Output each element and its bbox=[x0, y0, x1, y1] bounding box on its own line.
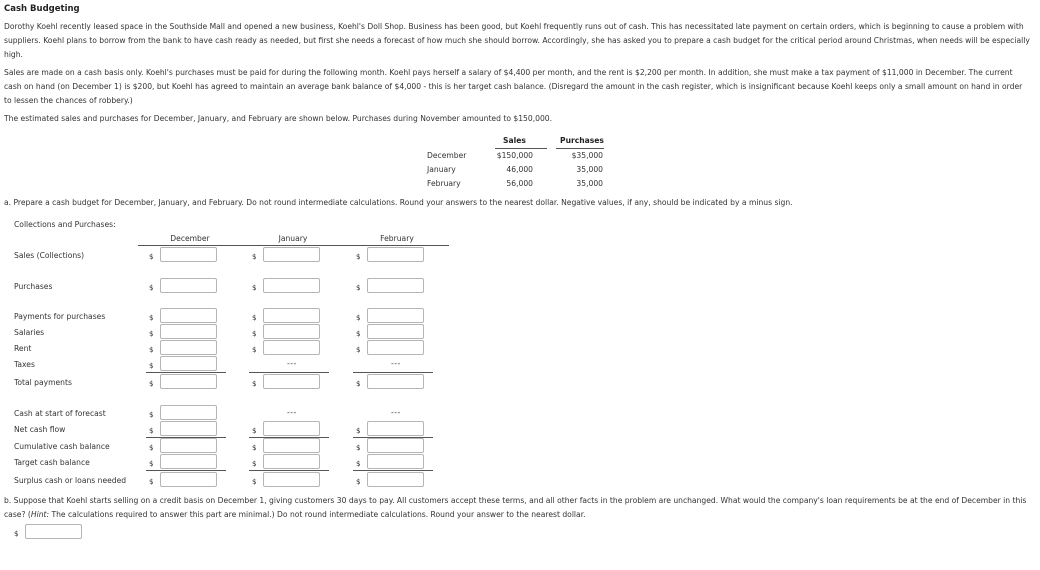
december-net-input[interactable] bbox=[160, 421, 217, 436]
january-total-input[interactable] bbox=[263, 374, 320, 389]
row-label-surplus: Surplus cash or loans needed bbox=[14, 476, 127, 485]
january-cash-start-dash: --- bbox=[287, 408, 297, 417]
dollar-sign: $ bbox=[356, 443, 361, 452]
february-cash-start-dash: --- bbox=[391, 408, 401, 417]
february-salaries-input[interactable] bbox=[367, 324, 424, 339]
sum-line bbox=[353, 372, 433, 373]
december-target-input[interactable] bbox=[160, 454, 217, 469]
january-net-input[interactable] bbox=[263, 421, 320, 436]
february-purchases-input[interactable] bbox=[367, 278, 424, 293]
loan-requirement-input[interactable] bbox=[25, 524, 82, 539]
row-label-target: Target cash balance bbox=[14, 458, 90, 467]
dollar-sign: $ bbox=[149, 459, 154, 468]
estimates-paragraph: The estimated sales and purchases for December, January, and February are shown below. Purchases during November amounted to $150,000. bbox=[4, 114, 553, 123]
row-label-salaries: Salaries bbox=[14, 328, 45, 337]
dollar-sign: $ bbox=[149, 426, 154, 435]
sum-line bbox=[249, 372, 329, 373]
january-sales-input[interactable] bbox=[263, 247, 320, 262]
dollar-sign: $ bbox=[149, 361, 154, 370]
dollar-sign: $ bbox=[252, 443, 257, 452]
february-surplus-input[interactable] bbox=[367, 472, 424, 487]
december-sales-input[interactable] bbox=[160, 247, 217, 262]
sales-header-underline bbox=[495, 148, 547, 149]
purchases-header-underline bbox=[556, 148, 604, 149]
dollar-sign: $ bbox=[356, 329, 361, 338]
intro-paragraph: Dorothy Koehl recently leased space in the Southside Mall and opened a new business, Koehl's Doll Shop. Business has been good, but Koehl frequently runs out of cash. This has necessitated late payment on certain orders, which is beginning to cause a problem with suppliers. Koehl plans to borrow from the bank to have cash ready as needed, but first she needs a forecast of how much she should borrow. Accordingly, she has asked you to prepare a cash budget for the critical period around Christmas, when needs will be especially high. bbox=[4, 22, 1030, 59]
december-cash-start-input[interactable] bbox=[160, 405, 217, 420]
row-label-purchases: Purchases bbox=[14, 282, 53, 291]
sum-line bbox=[146, 372, 226, 373]
dollar-sign: $ bbox=[356, 283, 361, 292]
question-b bbox=[4, 494, 1032, 522]
february-taxes-dash: --- bbox=[391, 359, 401, 368]
given-sales-value: 46,000 bbox=[506, 165, 533, 174]
dollar-sign: $ bbox=[252, 345, 257, 354]
january-target-input[interactable] bbox=[263, 454, 320, 469]
january-rent-input[interactable] bbox=[263, 340, 320, 355]
dollar-sign: $ bbox=[252, 283, 257, 292]
given-month: January bbox=[427, 165, 456, 174]
december-total-input[interactable] bbox=[160, 374, 217, 389]
collections-purchases-subheading: Collections and Purchases: bbox=[14, 220, 116, 229]
question-b-hint-label: Hint: bbox=[30, 510, 50, 519]
column-header-february: February bbox=[380, 234, 414, 243]
january-surplus-input[interactable] bbox=[263, 472, 320, 487]
purchases-header: Purchases bbox=[560, 136, 604, 145]
row-label-payments: Payments for purchases bbox=[14, 312, 106, 321]
dollar-sign: $ bbox=[149, 345, 154, 354]
february-rent-input[interactable] bbox=[367, 340, 424, 355]
december-cumulative-input[interactable] bbox=[160, 438, 217, 453]
dollar-sign: $ bbox=[149, 379, 154, 388]
february-cumulative-input[interactable] bbox=[367, 438, 424, 453]
january-payments-input[interactable] bbox=[263, 308, 320, 323]
dollar-sign: $ bbox=[252, 477, 257, 486]
dollar-sign: $ bbox=[356, 426, 361, 435]
row-label-cumulative: Cumulative cash balance bbox=[14, 442, 110, 451]
december-salaries-input[interactable] bbox=[160, 324, 217, 339]
january-cumulative-input[interactable] bbox=[263, 438, 320, 453]
dollar-sign: $ bbox=[356, 313, 361, 322]
dollar-sign: $ bbox=[149, 313, 154, 322]
dollar-sign: $ bbox=[149, 477, 154, 486]
dollar-sign: $ bbox=[149, 252, 154, 261]
dollar-sign: $ bbox=[149, 329, 154, 338]
row-label-net-cash-flow: Net cash flow bbox=[14, 425, 66, 434]
question-a: a. Prepare a cash budget for December, January, and February. Do not round intermediate calculations. Round your answers to the nearest dollar. Negative values, if any, should be indicated by a minus sign. bbox=[4, 198, 793, 207]
dollar-sign: $ bbox=[356, 379, 361, 388]
sum-line bbox=[353, 470, 433, 471]
question-b-text: b. Suppose that Koehl starts selling on a credit basis on December 1, giving customers 30 days to pay. All customers accept these terms, and all other facts in the problem are unchanged. What would the company's loan requirements be at the end of December in this case? ( bbox=[4, 496, 1027, 519]
facts-paragraph: Sales are made on a cash basis only. Koehl's purchases must be paid for during the following month. Koehl pays herself a salary of $4,400 per month, and the rent is $2,200 per month. In addition, she must make a tax payment of $11,000 in December. The current cash on hand (on December 1) is $200, but Koehl has agreed to maintain an average bank balance of $4,000 - this is her target cash balance. (Disregard the amount in the cash register, which is insignificant because Koehl keeps only a small amount on hand in order to lessen the chances of robbery.) bbox=[4, 68, 1023, 105]
column-underline bbox=[345, 245, 449, 246]
row-label-rent: Rent bbox=[14, 344, 32, 353]
given-sales-value: $150,000 bbox=[496, 151, 533, 160]
given-purchases-value: $35,000 bbox=[571, 151, 603, 160]
sum-line bbox=[146, 470, 226, 471]
dollar-sign: $ bbox=[356, 477, 361, 486]
row-label-total-payments: Total payments bbox=[14, 378, 72, 387]
given-month: February bbox=[427, 179, 461, 188]
december-surplus-input[interactable] bbox=[160, 472, 217, 487]
january-salaries-input[interactable] bbox=[263, 324, 320, 339]
dollar-sign: $ bbox=[356, 252, 361, 261]
december-purchases-input[interactable] bbox=[160, 278, 217, 293]
february-payments-input[interactable] bbox=[367, 308, 424, 323]
dollar-sign: $ bbox=[252, 459, 257, 468]
december-payments-input[interactable] bbox=[160, 308, 217, 323]
dollar-sign: $ bbox=[356, 345, 361, 354]
december-rent-input[interactable] bbox=[160, 340, 217, 355]
given-purchases-value: 35,000 bbox=[576, 165, 603, 174]
column-header-december: December bbox=[170, 234, 210, 243]
row-label-cash-start: Cash at start of forecast bbox=[14, 409, 106, 418]
february-net-input[interactable] bbox=[367, 421, 424, 436]
dollar-sign: $ bbox=[14, 529, 19, 538]
dollar-sign: $ bbox=[149, 443, 154, 452]
dollar-sign: $ bbox=[252, 379, 257, 388]
dollar-sign: $ bbox=[149, 283, 154, 292]
dollar-sign: $ bbox=[149, 410, 154, 419]
dollar-sign: $ bbox=[356, 459, 361, 468]
february-sales-input[interactable] bbox=[367, 247, 424, 262]
january-taxes-dash: --- bbox=[287, 359, 297, 368]
column-underline bbox=[241, 245, 345, 246]
february-total-input[interactable] bbox=[367, 374, 424, 389]
question-b-text-rest: The calculations required to answer this part are minimal.) Do not round intermediate calculations. Round your answer to the nearest dollar. bbox=[49, 510, 586, 519]
sum-line bbox=[249, 470, 329, 471]
dollar-sign: $ bbox=[252, 426, 257, 435]
february-target-input[interactable] bbox=[367, 454, 424, 469]
december-taxes-input[interactable] bbox=[160, 356, 217, 371]
dollar-sign: $ bbox=[252, 329, 257, 338]
dollar-sign: $ bbox=[252, 252, 257, 261]
given-month: December bbox=[427, 151, 467, 160]
column-header-january: January bbox=[278, 234, 308, 243]
row-label-sales: Sales (Collections) bbox=[14, 251, 85, 260]
sales-header: Sales bbox=[503, 136, 526, 145]
page-title: Cash Budgeting bbox=[4, 4, 80, 14]
row-label-taxes: Taxes bbox=[14, 360, 35, 369]
given-purchases-value: 35,000 bbox=[576, 179, 603, 188]
given-sales-value: 56,000 bbox=[506, 179, 533, 188]
january-purchases-input[interactable] bbox=[263, 278, 320, 293]
column-underline bbox=[138, 245, 242, 246]
dollar-sign: $ bbox=[252, 313, 257, 322]
